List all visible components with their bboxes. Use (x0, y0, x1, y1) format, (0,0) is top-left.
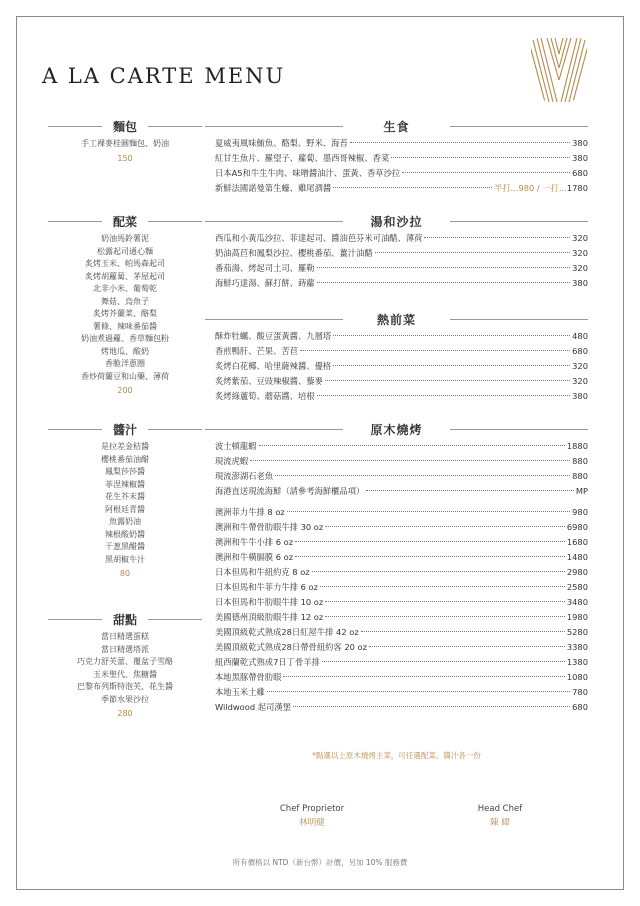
grill-heading: 原木燒烤 (370, 423, 423, 437)
hot-section (205, 311, 588, 404)
desserts-section (40, 611, 210, 720)
item-price: 380 (572, 138, 588, 148)
chef-role: Head Chef (477, 804, 523, 814)
leader-dots (317, 282, 571, 283)
sauces-items (40, 441, 210, 566)
leader-dots (369, 646, 565, 647)
menu-item: 炙烤芥蘭菜、酪梨 (93, 309, 157, 318)
item-price-group (572, 454, 588, 469)
item-name: 奶油萵苣和鳳梨沙拉、櫻桃番茄、薑汁油醋 (215, 248, 373, 258)
item-name: 新鮮法國諾曼第生蠔、雞尾酒醬 (215, 183, 332, 193)
menu-item: 炙烤胡蘿蔔、茅屋起司 (85, 271, 165, 281)
menu-item (205, 261, 588, 276)
item-name: 日本但馬和牛紐約克 8 oz (215, 567, 310, 577)
item-price: 1380 (566, 657, 588, 667)
leader-dots (312, 571, 565, 572)
leader-dots (325, 601, 565, 602)
item-price-group (567, 535, 588, 550)
menu-item: 奶油馬鈴薯泥 (101, 234, 149, 243)
menu-title: A LA CARTE MENU (42, 64, 286, 88)
item-name: Wildwood 起司漢堡 (215, 702, 291, 712)
menu-item: 玉米聖代、焦糖醬 (93, 669, 157, 679)
menu-item: 巴黎布列斯特泡芙、花生醬 (77, 682, 173, 691)
menu-item (205, 166, 588, 181)
desserts-price: 280 (117, 709, 133, 718)
section-heading (205, 213, 588, 231)
item-price-group (572, 231, 588, 246)
item-price-group (494, 181, 588, 196)
item-price: MP (575, 486, 588, 496)
item-price: 3480 (566, 597, 588, 607)
menu-item (205, 136, 588, 151)
item-price: 1080 (566, 672, 588, 682)
section-heading (40, 213, 210, 231)
leader-dots (320, 586, 565, 587)
grill-section (205, 421, 588, 715)
leader-dots (267, 691, 570, 692)
leader-dots (325, 380, 570, 381)
menu-item (205, 389, 588, 404)
item-price-group (572, 261, 588, 276)
item-price-group (572, 359, 588, 374)
menu-item (205, 595, 588, 610)
item-price-group (572, 136, 588, 151)
item-price: 380 (572, 278, 588, 288)
leader-dots (287, 511, 570, 512)
bread-items (40, 138, 210, 151)
menu-item: 松露起司通心麵 (97, 246, 153, 256)
menu-item (205, 231, 588, 246)
section-heading (40, 118, 210, 136)
sides-price: 200 (117, 386, 133, 395)
menu-item: 北非小米、葡萄乾 (93, 284, 157, 293)
sides-items (40, 233, 210, 383)
item-name: 美國德州頂級肋眼牛排 12 oz (215, 612, 324, 622)
menu-item (205, 655, 588, 670)
item-name: 現流澎湖石老魚 (215, 471, 274, 481)
price-footnote: 所有價格以 NTD（新台幣）計價，另加 10% 服務費 (232, 858, 408, 867)
menu-item: 鳳梨莎莎醬 (105, 467, 145, 476)
item-price: 380 (572, 153, 588, 163)
leader-dots (375, 252, 571, 253)
desserts-heading: 甜點 (112, 613, 137, 627)
item-name: 美國頂級乾式熟成28日帶骨紐約客 20 oz (215, 642, 367, 652)
raw-heading: 生食 (383, 120, 410, 134)
item-price-group (567, 580, 588, 595)
item-price-group (572, 246, 588, 261)
item-name: 海港直送現流海鮮（請參考海鮮櫃品項） (215, 486, 365, 496)
soup-items (205, 231, 588, 291)
item-price: 1680 (566, 537, 588, 547)
item-price-group (572, 374, 588, 389)
item-name: 番茄湯、烤起司土司、羅勒 (215, 263, 315, 273)
item-name: 本地黑豚帶骨肋眼 (215, 672, 282, 682)
section-heading (40, 421, 210, 439)
item-price-group (567, 625, 588, 640)
item-price-group (572, 469, 588, 484)
leader-dots (259, 445, 565, 446)
section-heading (205, 421, 588, 439)
menu-item: 奶油煮過蘿、香草麵包粉 (81, 334, 169, 343)
item-price-group (567, 610, 588, 625)
item-price: 780 (572, 687, 588, 697)
item-name: 澳洲和牛橫膈膜 6 oz (215, 552, 294, 562)
item-price: 380 (572, 391, 588, 401)
item-price-group (567, 439, 588, 454)
grill-note: *點選以上原木燒烤主菜，可任選配菜、醬汁各一份 (312, 751, 481, 760)
leader-dots (250, 460, 570, 461)
leader-dots (317, 267, 571, 268)
item-name: 美國頂級乾式熟成28日紅屋牛排 42 oz (215, 627, 359, 637)
item-price: 2980 (566, 567, 588, 577)
raw-section (205, 118, 588, 196)
item-price-group (567, 520, 588, 535)
item-name: 紅甘生魚片、羅望子、蘿蔔、墨西哥辣椒、香菜 (215, 153, 390, 163)
leader-dots (391, 157, 570, 158)
item-price-group (572, 276, 588, 291)
item-price: 980 (572, 507, 588, 517)
menu-item (205, 565, 588, 580)
menu-item: 櫻桃番茄油醋 (101, 454, 149, 464)
item-price-group (567, 565, 588, 580)
item-price: 680 (572, 702, 588, 712)
menu-item (205, 329, 588, 344)
item-price: 320 (572, 263, 588, 273)
item-name: 香煎鴨肝、芒果、苦苣 (215, 346, 298, 356)
menu-item: 香脆洋蔥圈 (105, 359, 145, 368)
menu-item (205, 151, 588, 166)
menu-item (205, 550, 588, 565)
leader-dots (317, 395, 571, 396)
chef-name: 林明健 (299, 818, 325, 828)
item-price: 3380 (566, 642, 588, 652)
item-price: 320 (572, 233, 588, 243)
leader-dots (361, 631, 565, 632)
item-name: 澳洲和牛牛小排 6 oz (215, 537, 294, 547)
item-name: 波士頓龍蝦 (215, 441, 257, 451)
item-price-group (572, 505, 588, 520)
menu-item (205, 181, 588, 196)
item-price-group (567, 640, 588, 655)
menu-item: 香炒荷蘭豆和山藥、薄荷 (81, 371, 169, 381)
menu-item: 黑胡椒牛汁 (105, 554, 145, 564)
item-price: 880 (572, 471, 588, 481)
item-price-group (572, 685, 588, 700)
item-price-group (576, 484, 588, 499)
item-price-group (567, 595, 588, 610)
item-price: 1980 (566, 612, 588, 622)
menu-item (205, 640, 588, 655)
item-price-group (572, 344, 588, 359)
menu-item: 花生芥末醬 (105, 492, 145, 501)
leader-dots (295, 541, 565, 542)
menu-item (205, 610, 588, 625)
menu-item: 舞菇、烏魚子 (101, 296, 149, 306)
menu-item: 炙烤玉米、帕馬森起司 (85, 259, 165, 268)
menu-item (205, 580, 588, 595)
menu-item: 當日精選蛋糕 (101, 632, 149, 641)
item-name: 日本但馬和牛肋眼牛排 10 oz (215, 597, 324, 607)
item-price-group (572, 151, 588, 166)
menu-item (205, 484, 588, 499)
menu-item (205, 685, 588, 700)
item-name: 西瓜和小黃瓜沙拉、菲達起司、醬油芭芬米可油醋、薄荷 (215, 233, 423, 243)
leader-dots (366, 490, 573, 491)
menu-item: 季節水果沙拉 (101, 694, 149, 704)
leader-dots (283, 676, 564, 677)
item-name: 本地玉米土雞 (215, 687, 265, 697)
item-price: 6980 (566, 522, 588, 532)
item-price-group (572, 166, 588, 181)
item-name: 現流虎蝦 (215, 456, 249, 466)
leader-dots (293, 706, 570, 707)
menu-item (205, 276, 588, 291)
chef-proprietor (232, 802, 392, 830)
item-price-group (567, 670, 588, 685)
bread-heading: 麵包 (112, 120, 137, 134)
item-price: 320 (572, 248, 588, 258)
item-price: 680 (572, 346, 588, 356)
menu-item (205, 454, 588, 469)
bread-section (40, 118, 210, 165)
menu-item (205, 625, 588, 640)
leader-dots (295, 556, 565, 557)
bread-price: 150 (117, 153, 133, 163)
soup-heading: 湯和沙拉 (370, 215, 423, 229)
menu-item (205, 520, 588, 535)
item-name: 酥炸牡蠣、酸豆蛋黃醬、九層塔 (215, 331, 332, 341)
menu-item (205, 700, 588, 715)
leader-dots (322, 661, 565, 662)
menu-item (205, 359, 588, 374)
soup-section (205, 213, 588, 291)
sides-heading: 配菜 (112, 215, 137, 229)
menu-item: 巧克力舒芙蕾、覆盆子雪酪 (77, 657, 173, 666)
leader-dots (350, 142, 570, 143)
menu-item (205, 374, 588, 389)
sauces-price: 80 (119, 569, 131, 578)
item-price: 5280 (566, 627, 588, 637)
half-dozen-price: 半打...980 / 一打... (493, 183, 567, 193)
menu-item: 是拉差金桔醬 (101, 442, 149, 451)
restaurant-logo-icon (527, 36, 591, 108)
item-price: 1780 (566, 183, 588, 193)
item-name: 日本但馬和牛菲力牛排 6 oz (215, 582, 318, 592)
sides-section (40, 213, 210, 397)
sauces-section (40, 421, 210, 580)
item-price: 2580 (566, 582, 588, 592)
leader-dots (325, 616, 565, 617)
item-price-group (572, 700, 588, 715)
grill-meat-items (205, 505, 588, 715)
menu-item: 薯條、辣味番茄醬 (93, 321, 157, 331)
chef-role: Chef Proprietor (279, 804, 345, 814)
item-name: 澳洲和牛帶骨肋眼牛排 30 oz (215, 522, 324, 532)
item-price-group (572, 389, 588, 404)
section-heading (205, 311, 588, 329)
leader-dots (325, 526, 565, 527)
item-price: 480 (572, 331, 588, 341)
leader-dots (275, 475, 570, 476)
leader-dots (402, 172, 570, 173)
item-price-group (567, 655, 588, 670)
head-chef (420, 802, 580, 830)
item-price: 1880 (566, 441, 588, 451)
item-price-group (567, 550, 588, 565)
menu-item: 手工裸麥桂圓麵包、奶油 (81, 139, 169, 148)
item-name: 紐西蘭乾式熟成7日丁骨羊排 (215, 657, 320, 667)
hot-heading: 熱前菜 (376, 313, 416, 327)
item-price: 880 (572, 456, 588, 466)
leader-dots (333, 335, 570, 336)
menu-item (205, 469, 588, 484)
menu-item: 干葱黑醋醬 (105, 542, 145, 551)
sauces-heading: 醬汁 (112, 423, 137, 437)
menu-item: 烤地瓜、酸奶 (101, 346, 149, 356)
leader-dots (333, 365, 570, 366)
hot-items (205, 329, 588, 404)
menu-item (205, 535, 588, 550)
menu-item (205, 344, 588, 359)
item-price: 1480 (566, 552, 588, 562)
menu-item (205, 670, 588, 685)
menu-item (205, 505, 588, 520)
menu-item: 當日精選塔派 (101, 644, 149, 654)
section-heading (205, 118, 588, 136)
desserts-items (40, 631, 210, 706)
item-name: 夏威夷風味鮪魚、酪梨、野米、海苔 (215, 138, 348, 148)
item-name: 炙烤綠蘆筍、蘑菇醬、培根 (215, 391, 315, 401)
item-name: 炙烤紫茄、豆豉辣椒醬、藜麥 (215, 376, 323, 386)
item-price: 320 (572, 376, 588, 386)
item-name: 澳洲菲力牛排 8 oz (215, 507, 285, 517)
item-price-group (572, 329, 588, 344)
chef-name: 陳 暐 (490, 818, 510, 828)
menu-item (205, 439, 588, 454)
menu-item: 魚露奶油 (109, 517, 141, 526)
item-name: 炙烤白花椰、哈里薩辣醬、優格 (215, 361, 332, 371)
menu-item: 阿根廷青醬 (105, 504, 145, 514)
leader-dots (300, 350, 570, 351)
grill-seafood-items (205, 439, 588, 499)
item-price: 680 (572, 168, 588, 178)
section-heading (40, 611, 210, 629)
item-name: 海鮮巧達湯、蘇打餅、蒔蘿 (215, 278, 315, 288)
raw-items (205, 136, 588, 196)
menu-item (205, 246, 588, 261)
menu-item: 辣根酸奶醬 (105, 529, 145, 539)
item-price: 320 (572, 361, 588, 371)
item-name: 日本A5和牛生牛肉、味噌醬油汁、蛋黃、香草沙拉 (215, 168, 401, 178)
leader-dots (333, 187, 492, 188)
menu-item: 菲涅辣椒醬 (105, 479, 145, 489)
leader-dots (424, 237, 570, 238)
